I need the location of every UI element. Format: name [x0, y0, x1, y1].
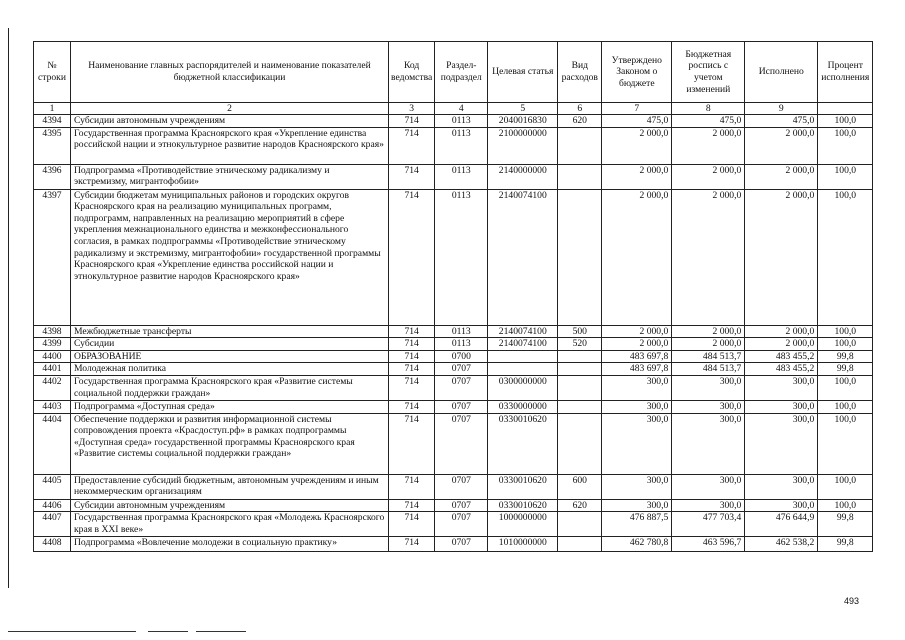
row-section: 0113 — [435, 164, 488, 189]
row-target: 0330010620 — [488, 499, 558, 512]
row-exp-type: 520 — [558, 338, 602, 351]
row-executed: 2 000,0 — [745, 164, 818, 189]
row-exp-type — [558, 164, 602, 189]
header-executed: Исполнено — [745, 42, 818, 103]
row-executed: 300,0 — [745, 474, 818, 499]
row-executed: 300,0 — [745, 400, 818, 413]
column-number: 5 — [488, 103, 558, 115]
row-target: 2100000000 — [488, 127, 558, 164]
row-target — [488, 363, 558, 376]
row-approved: 483 697,8 — [602, 363, 672, 376]
row-budget-list: 2 000,0 — [672, 127, 745, 164]
table-row — [34, 499, 873, 512]
row-approved: 300,0 — [602, 400, 672, 413]
footer-rule — [148, 631, 188, 632]
row-exp-type — [558, 400, 602, 413]
row-budget-list: 484 513,7 — [672, 350, 745, 363]
row-target: 1010000000 — [488, 537, 558, 552]
row-dept-code: 714 — [389, 350, 435, 363]
row-budget-list: 2 000,0 — [672, 189, 745, 325]
header-exp-type: Вид расходов — [558, 42, 602, 103]
header-dept-code: Код ведомства — [389, 42, 435, 103]
row-executed: 300,0 — [745, 375, 818, 400]
row-name: Субсидии автономным учреждениям — [71, 499, 389, 512]
row-exp-type — [558, 375, 602, 400]
row-name: Молодежная политика — [71, 363, 389, 376]
row-target: 0330000000 — [488, 400, 558, 413]
row-dept-code: 714 — [389, 189, 435, 325]
header-name: Наименование главных распорядителей и наименование показателей бюджетной классификации — [71, 42, 389, 103]
table-row — [34, 474, 873, 499]
row-section: 0707 — [435, 413, 488, 474]
row-approved: 2 000,0 — [602, 164, 672, 189]
table-row — [34, 189, 873, 325]
row-number: 4400 — [34, 350, 71, 363]
row-name: Государственная программа Красноярского края «Молодежь Красноярского края в XXI веке» — [71, 512, 389, 537]
row-budget-list: 2 000,0 — [672, 164, 745, 189]
table-row — [34, 512, 873, 537]
row-exp-type — [558, 189, 602, 325]
row-target: 0330010620 — [488, 413, 558, 474]
row-percent: 100,0 — [818, 338, 873, 351]
row-name: Предоставление субсидий бюджетным, автономным учреждениям и иным некоммерческим организациям — [71, 474, 389, 499]
row-target: 2140074100 — [488, 325, 558, 338]
row-number: 4395 — [34, 127, 71, 164]
table-row — [34, 537, 873, 552]
row-executed: 2 000,0 — [745, 325, 818, 338]
row-percent: 100,0 — [818, 499, 873, 512]
header-row-no: № строки — [34, 42, 71, 103]
row-name: Межбюджетные трансферты — [71, 325, 389, 338]
page-number: 493 — [844, 596, 860, 606]
row-approved: 475,0 — [602, 115, 672, 128]
row-exp-type: 500 — [558, 325, 602, 338]
row-number: 4398 — [34, 325, 71, 338]
row-executed: 483 455,2 — [745, 363, 818, 376]
row-executed: 300,0 — [745, 413, 818, 474]
row-section: 0707 — [435, 375, 488, 400]
row-section: 0707 — [435, 474, 488, 499]
row-executed: 2 000,0 — [745, 189, 818, 325]
row-approved: 2 000,0 — [602, 189, 672, 325]
row-number: 4396 — [34, 164, 71, 189]
row-number: 4397 — [34, 189, 71, 325]
row-budget-list: 300,0 — [672, 400, 745, 413]
row-dept-code: 714 — [389, 338, 435, 351]
table-row — [34, 127, 873, 164]
row-name: Обеспечение поддержки и развития информационной системы сопровождения проекта «Красдоступ.рф» в рамках подпрограммы «Доступная среда» государственной программы Красноярского края «Развитие системы социальной поддержки граждан» — [71, 413, 389, 474]
table-row — [34, 325, 873, 338]
row-number: 4402 — [34, 375, 71, 400]
row-dept-code: 714 — [389, 164, 435, 189]
row-name: Подпрограмма «Доступная среда» — [71, 400, 389, 413]
header-percent: Процент исполнения — [818, 42, 873, 103]
row-section: 0113 — [435, 338, 488, 351]
row-executed: 483 455,2 — [745, 350, 818, 363]
row-exp-type: 600 — [558, 474, 602, 499]
row-budget-list: 300,0 — [672, 375, 745, 400]
row-dept-code: 714 — [389, 537, 435, 552]
header-budget-list: Бюджетная роспись с учетом изменений — [672, 42, 745, 103]
row-section: 0707 — [435, 400, 488, 413]
row-dept-code: 714 — [389, 375, 435, 400]
row-dept-code: 714 — [389, 512, 435, 537]
row-section: 0113 — [435, 325, 488, 338]
header-row — [34, 42, 873, 103]
row-name: Государственная программа Красноярского края «Укрепление единства российской нации и этнокультурное развитие народов Красноярского края» — [71, 127, 389, 164]
table-row — [34, 164, 873, 189]
row-approved: 300,0 — [602, 474, 672, 499]
row-budget-list: 2 000,0 — [672, 338, 745, 351]
table-row — [34, 375, 873, 400]
row-target: 2040016830 — [488, 115, 558, 128]
row-target: 1000000000 — [488, 512, 558, 537]
row-executed: 2 000,0 — [745, 127, 818, 164]
row-percent: 100,0 — [818, 127, 873, 164]
row-dept-code: 714 — [389, 363, 435, 376]
row-number: 4407 — [34, 512, 71, 537]
row-exp-type — [558, 413, 602, 474]
column-number: 3 — [389, 103, 435, 115]
row-percent: 99,8 — [818, 363, 873, 376]
row-name: Субсидии автономным учреждениям — [71, 115, 389, 128]
table-row — [34, 338, 873, 351]
row-section: 0113 — [435, 115, 488, 128]
row-dept-code: 714 — [389, 127, 435, 164]
left-margin-rule — [8, 28, 9, 588]
table-body — [34, 115, 873, 552]
row-budget-list: 477 703,4 — [672, 512, 745, 537]
row-approved: 462 780,8 — [602, 537, 672, 552]
row-budget-list: 463 596,7 — [672, 537, 745, 552]
row-section: 0707 — [435, 499, 488, 512]
row-name: Субсидии бюджетам муниципальных районов и городских округов Красноярского края на реализацию муниципальных программ, подпрограмм, направленных на реализацию мероприятий в сфере укрепления межнационального единства и межконфессионального согласия, в рамках подпрограммы «Противодействие этническому радикализму и экстремизму, мигрантофобии» государственной программы Красноярского края «Укрепление единства российской нации и этнокультурное развитие народов Красноярского края» — [71, 189, 389, 325]
row-exp-type — [558, 363, 602, 376]
column-number: 8 — [672, 103, 745, 115]
row-name: Подпрограмма «Вовлечение молодежи в социальную практику» — [71, 537, 389, 552]
row-section: 0707 — [435, 512, 488, 537]
row-section: 0113 — [435, 127, 488, 164]
row-percent: 100,0 — [818, 413, 873, 474]
column-number: 9 — [745, 103, 818, 115]
row-section: 0700 — [435, 350, 488, 363]
row-target — [488, 350, 558, 363]
header-approved: Утверждено Законом о бюджете — [602, 42, 672, 103]
row-approved: 300,0 — [602, 375, 672, 400]
column-number-row — [34, 103, 873, 115]
row-percent: 100,0 — [818, 189, 873, 325]
row-percent: 99,8 — [818, 350, 873, 363]
row-approved: 2 000,0 — [602, 338, 672, 351]
row-name: Государственная программа Красноярского края «Развитие системы социальной поддержки граждан» — [71, 375, 389, 400]
row-percent: 99,8 — [818, 537, 873, 552]
column-number: 2 — [71, 103, 389, 115]
row-number: 4403 — [34, 400, 71, 413]
row-dept-code: 714 — [389, 499, 435, 512]
row-number: 4406 — [34, 499, 71, 512]
row-name: ОБРАЗОВАНИЕ — [71, 350, 389, 363]
row-executed: 475,0 — [745, 115, 818, 128]
row-section: 0707 — [435, 537, 488, 552]
row-approved: 300,0 — [602, 413, 672, 474]
row-budget-list: 475,0 — [672, 115, 745, 128]
row-number: 4408 — [34, 537, 71, 552]
row-target: 2140000000 — [488, 164, 558, 189]
column-number: 1 — [34, 103, 71, 115]
footer-rule — [8, 631, 136, 632]
row-approved: 483 697,8 — [602, 350, 672, 363]
row-exp-type — [558, 350, 602, 363]
header-target: Целевая статья — [488, 42, 558, 103]
column-number: 7 — [602, 103, 672, 115]
row-percent: 100,0 — [818, 474, 873, 499]
row-dept-code: 714 — [389, 115, 435, 128]
row-budget-list: 300,0 — [672, 413, 745, 474]
row-dept-code: 714 — [389, 400, 435, 413]
row-percent: 100,0 — [818, 325, 873, 338]
column-number — [818, 103, 873, 115]
row-percent: 100,0 — [818, 115, 873, 128]
row-section: 0707 — [435, 363, 488, 376]
row-executed: 2 000,0 — [745, 338, 818, 351]
row-executed: 300,0 — [745, 499, 818, 512]
row-dept-code: 714 — [389, 325, 435, 338]
row-number: 4405 — [34, 474, 71, 499]
table-header — [34, 42, 873, 115]
row-exp-type — [558, 512, 602, 537]
row-name: Подпрограмма «Противодействие этническому радикализму и экстремизму, мигрантофобии» — [71, 164, 389, 189]
column-number: 4 — [435, 103, 488, 115]
row-target: 2140074100 — [488, 189, 558, 325]
table-row — [34, 413, 873, 474]
table-row — [34, 115, 873, 128]
row-approved: 2 000,0 — [602, 127, 672, 164]
row-approved: 300,0 — [602, 499, 672, 512]
row-executed: 462 538,2 — [745, 537, 818, 552]
column-number: 6 — [558, 103, 602, 115]
row-number: 4401 — [34, 363, 71, 376]
budget-table — [33, 41, 873, 552]
row-approved: 2 000,0 — [602, 325, 672, 338]
row-budget-list: 300,0 — [672, 499, 745, 512]
row-target: 2140074100 — [488, 338, 558, 351]
row-percent: 100,0 — [818, 400, 873, 413]
row-dept-code: 714 — [389, 474, 435, 499]
row-budget-list: 484 513,7 — [672, 363, 745, 376]
row-dept-code: 714 — [389, 413, 435, 474]
row-exp-type: 620 — [558, 115, 602, 128]
header-section: Раздел-подраздел — [435, 42, 488, 103]
table-row — [34, 400, 873, 413]
row-percent: 99,8 — [818, 512, 873, 537]
row-approved: 476 887,5 — [602, 512, 672, 537]
row-budget-list: 300,0 — [672, 474, 745, 499]
footer-rule — [196, 631, 246, 632]
row-section: 0113 — [435, 189, 488, 325]
row-number: 4404 — [34, 413, 71, 474]
row-exp-type — [558, 537, 602, 552]
row-percent: 100,0 — [818, 375, 873, 400]
row-number: 4394 — [34, 115, 71, 128]
row-name: Субсидии — [71, 338, 389, 351]
row-executed: 476 644,9 — [745, 512, 818, 537]
row-exp-type: 620 — [558, 499, 602, 512]
row-exp-type — [558, 127, 602, 164]
row-budget-list: 2 000,0 — [672, 325, 745, 338]
row-percent: 100,0 — [818, 164, 873, 189]
row-target: 0330010620 — [488, 474, 558, 499]
row-target: 0300000000 — [488, 375, 558, 400]
table-row — [34, 350, 873, 363]
row-number: 4399 — [34, 338, 71, 351]
table-row — [34, 363, 873, 376]
